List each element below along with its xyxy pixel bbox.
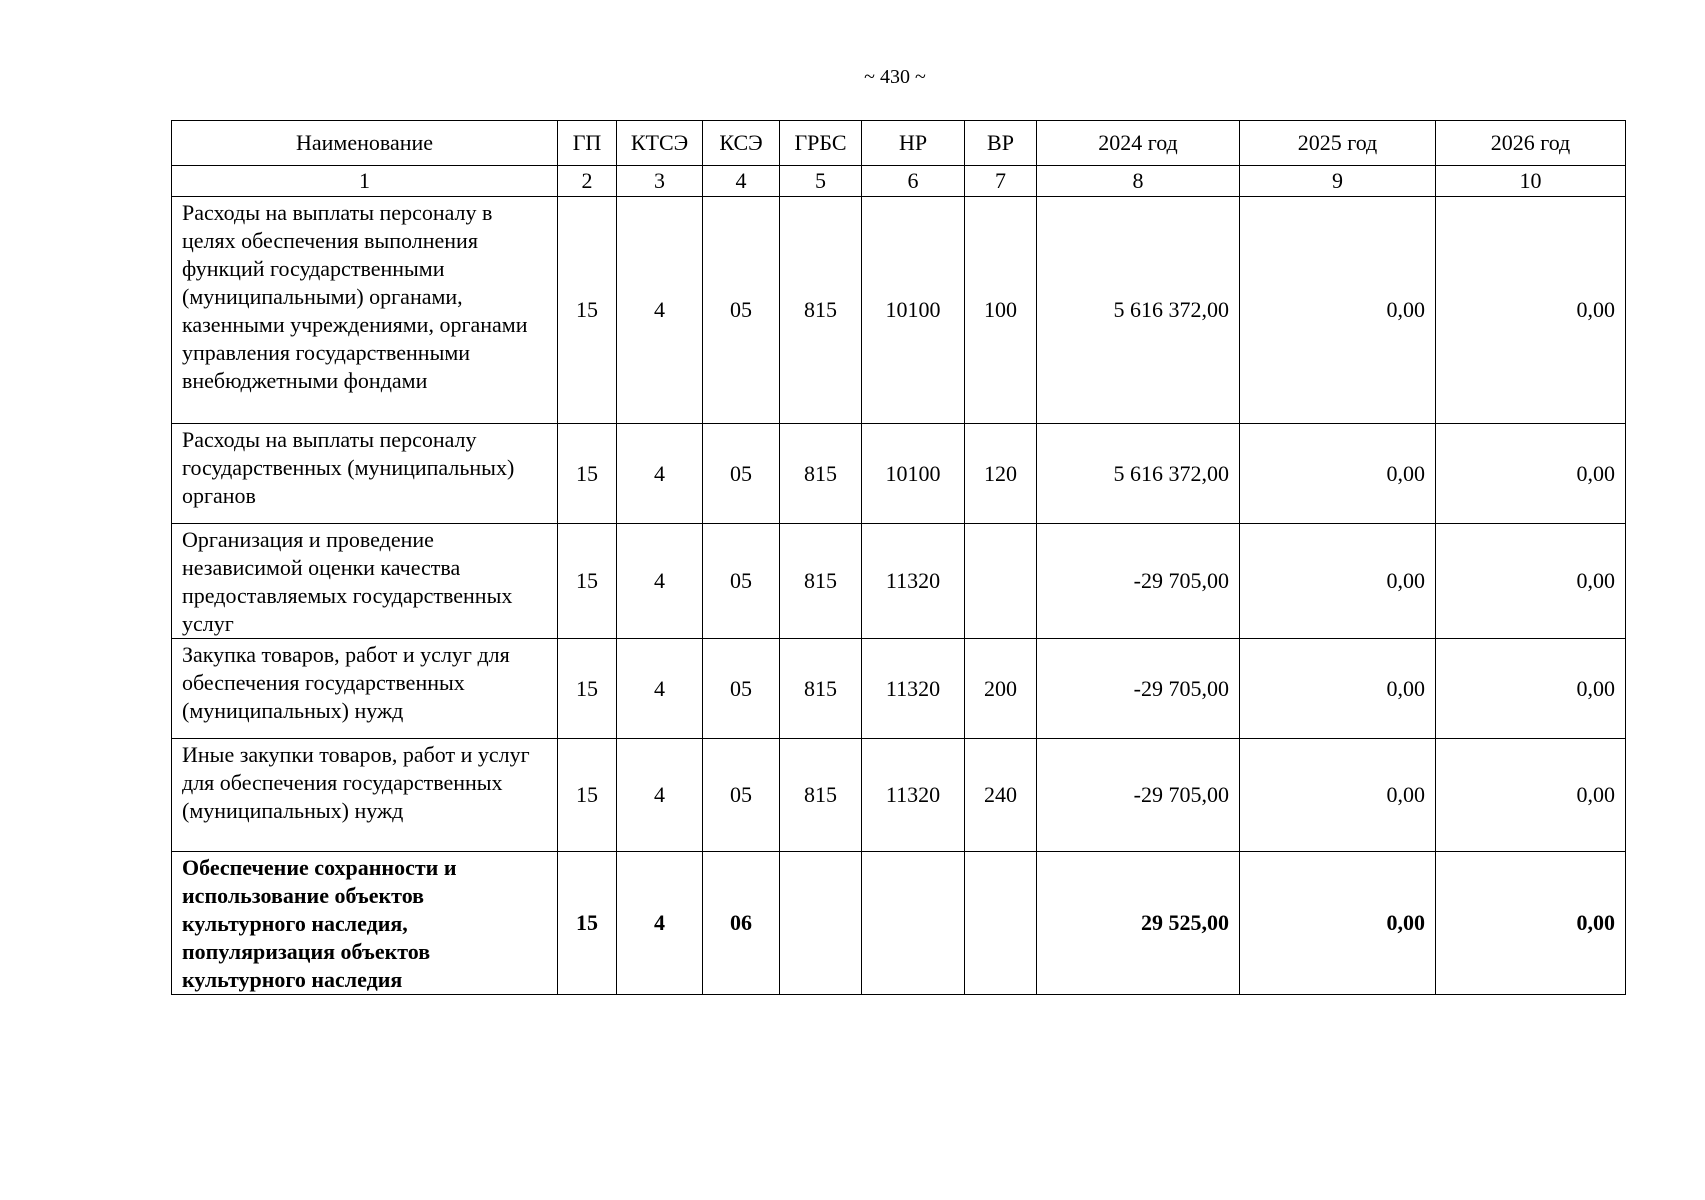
header-gp: ГП — [558, 121, 617, 166]
cell-ktse: 4 — [617, 852, 703, 995]
cell-gp: 15 — [558, 424, 617, 524]
cell-2024: -29 705,00 — [1037, 739, 1240, 852]
budget-table — [171, 120, 1626, 995]
cell-nr — [862, 852, 965, 995]
cell-gp: 15 — [558, 739, 617, 852]
column-number: 7 — [965, 166, 1037, 197]
table-row — [172, 524, 1626, 639]
column-number: 4 — [703, 166, 780, 197]
table-row — [172, 197, 1626, 424]
column-number: 6 — [862, 166, 965, 197]
cell-grbs: 815 — [780, 424, 862, 524]
header-vr: ВР — [965, 121, 1037, 166]
cell-grbs: 815 — [780, 197, 862, 424]
column-number: 8 — [1037, 166, 1240, 197]
row-name: Расходы на выплаты персоналу в целях обеспечения выполнения функций государственными (муниципальными) органами, казенными учреждениями, органами управления государственными внебюджетными фондами — [172, 197, 558, 424]
table-row — [172, 639, 1626, 739]
cell-grbs: 815 — [780, 739, 862, 852]
cell-gp: 15 — [558, 639, 617, 739]
header-grbs: ГРБС — [780, 121, 862, 166]
table-row — [172, 424, 1626, 524]
table-row — [172, 739, 1626, 852]
row-name: Обеспечение сохранности и использование объектов культурного наследия, популяризация объектов культурного наследия — [172, 852, 558, 995]
cell-kse: 06 — [703, 852, 780, 995]
cell-2025: 0,00 — [1240, 739, 1436, 852]
column-number: 3 — [617, 166, 703, 197]
cell-vr — [965, 852, 1037, 995]
cell-nr: 11320 — [862, 524, 965, 639]
cell-vr: 240 — [965, 739, 1037, 852]
cell-gp: 15 — [558, 852, 617, 995]
cell-ktse: 4 — [617, 524, 703, 639]
cell-2026: 0,00 — [1436, 524, 1626, 639]
column-number: 2 — [558, 166, 617, 197]
header-2025: 2025 год — [1240, 121, 1436, 166]
cell-kse: 05 — [703, 524, 780, 639]
cell-2024: 29 525,00 — [1037, 852, 1240, 995]
column-number: 9 — [1240, 166, 1436, 197]
cell-vr — [965, 524, 1037, 639]
cell-2026: 0,00 — [1436, 739, 1626, 852]
cell-2026: 0,00 — [1436, 197, 1626, 424]
cell-ktse: 4 — [617, 639, 703, 739]
cell-nr: 10100 — [862, 424, 965, 524]
cell-2025: 0,00 — [1240, 197, 1436, 424]
cell-2026: 0,00 — [1436, 424, 1626, 524]
header-2026: 2026 год — [1436, 121, 1626, 166]
cell-grbs — [780, 852, 862, 995]
header-row — [172, 121, 1626, 166]
cell-2025: 0,00 — [1240, 852, 1436, 995]
cell-vr: 100 — [965, 197, 1037, 424]
header-name: Наименование — [172, 121, 558, 166]
row-name: Иные закупки товаров, работ и услуг для обеспечения государственных (муниципальных) нужд — [172, 739, 558, 852]
cell-nr: 11320 — [862, 639, 965, 739]
cell-2025: 0,00 — [1240, 424, 1436, 524]
row-name: Закупка товаров, работ и услуг для обеспечения государственных (муниципальных) нужд — [172, 639, 558, 739]
cell-kse: 05 — [703, 639, 780, 739]
cell-vr: 120 — [965, 424, 1037, 524]
row-name: Расходы на выплаты персоналу государственных (муниципальных) органов — [172, 424, 558, 524]
header-ktse: КТСЭ — [617, 121, 703, 166]
cell-nr: 11320 — [862, 739, 965, 852]
cell-2024: 5 616 372,00 — [1037, 424, 1240, 524]
cell-gp: 15 — [558, 197, 617, 424]
cell-grbs: 815 — [780, 639, 862, 739]
cell-vr: 200 — [965, 639, 1037, 739]
column-number: 5 — [780, 166, 862, 197]
page-number: ~ 430 ~ — [864, 66, 926, 88]
cell-grbs: 815 — [780, 524, 862, 639]
cell-gp: 15 — [558, 524, 617, 639]
cell-kse: 05 — [703, 197, 780, 424]
cell-ktse: 4 — [617, 739, 703, 852]
cell-ktse: 4 — [617, 424, 703, 524]
cell-kse: 05 — [703, 739, 780, 852]
header-nr: НР — [862, 121, 965, 166]
cell-2025: 0,00 — [1240, 524, 1436, 639]
row-name: Организация и проведение независимой оценки качества предоставляемых государственных услуг — [172, 524, 558, 639]
cell-kse: 05 — [703, 424, 780, 524]
cell-2024: -29 705,00 — [1037, 524, 1240, 639]
cell-2026: 0,00 — [1436, 639, 1626, 739]
cell-2025: 0,00 — [1240, 639, 1436, 739]
cell-ktse: 4 — [617, 197, 703, 424]
column-number: 10 — [1436, 166, 1626, 197]
cell-2024: -29 705,00 — [1037, 639, 1240, 739]
table-row — [172, 852, 1626, 995]
cell-2024: 5 616 372,00 — [1037, 197, 1240, 424]
cell-nr: 10100 — [862, 197, 965, 424]
header-2024: 2024 год — [1037, 121, 1240, 166]
column-number: 1 — [172, 166, 558, 197]
header-kse: КСЭ — [703, 121, 780, 166]
column-number-row — [172, 166, 1626, 197]
cell-2026: 0,00 — [1436, 852, 1626, 995]
